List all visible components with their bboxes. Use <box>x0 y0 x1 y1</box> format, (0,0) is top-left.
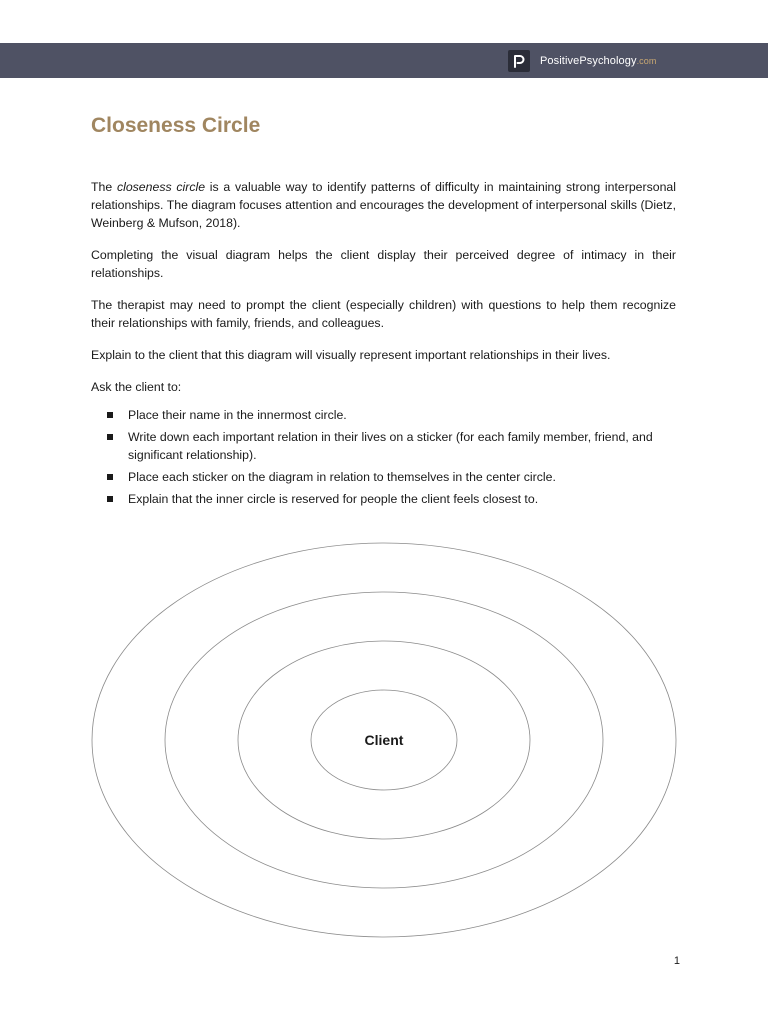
ask-label: Ask the client to: <box>91 380 182 394</box>
instruction-list <box>91 406 676 508</box>
center-label: Client <box>364 732 404 748</box>
brand-name <box>540 55 656 67</box>
list-item: Place their name in the innermost circle. <box>91 406 676 424</box>
page-title: Closeness Circle <box>91 114 261 137</box>
paragraph-explain: Explain to the client that this diagram will visually represent important relationships in their lives. <box>91 348 611 362</box>
closeness-circle-diagram <box>88 540 680 940</box>
document-body <box>91 178 676 512</box>
paragraph-visual-diagram: Completing the visual diagram helps the client display their perceived degree of intimacy in their relationships. <box>91 248 676 280</box>
brand-name-text: PositivePsychology <box>540 54 637 67</box>
list-item: Place each sticker on the diagram in relation to themselves in the center circle. <box>91 468 676 486</box>
header-bar <box>0 43 768 78</box>
list-item: Write down each important relation in their lives on a sticker (for each family member, friend, and significant relationship). <box>91 428 676 464</box>
intro-paragraph <box>91 178 676 232</box>
paragraph-therapist-prompt: The therapist may need to prompt the client (especially children) with questions to help them recognize their relationships with family, friends, and colleagues. <box>91 298 676 330</box>
intro-rest: is a valuable way to identify patterns of difficulty in maintaining strong interpersonal relationships. The diagram focuses attention and encourages the development of interpersonal skills (Dietz, Weinberg & Mufson, 2018). <box>91 180 676 230</box>
intro-emphasis: closeness circle <box>116 180 206 194</box>
page-number: 1 <box>673 955 680 967</box>
p-logo-icon <box>508 50 530 72</box>
brand-suffix: .com <box>636 55 657 66</box>
list-item: Explain that the inner circle is reserved for people the client feels closest to. <box>91 490 676 508</box>
brand[interactable] <box>508 49 656 72</box>
intro-prefix: The <box>91 180 117 194</box>
